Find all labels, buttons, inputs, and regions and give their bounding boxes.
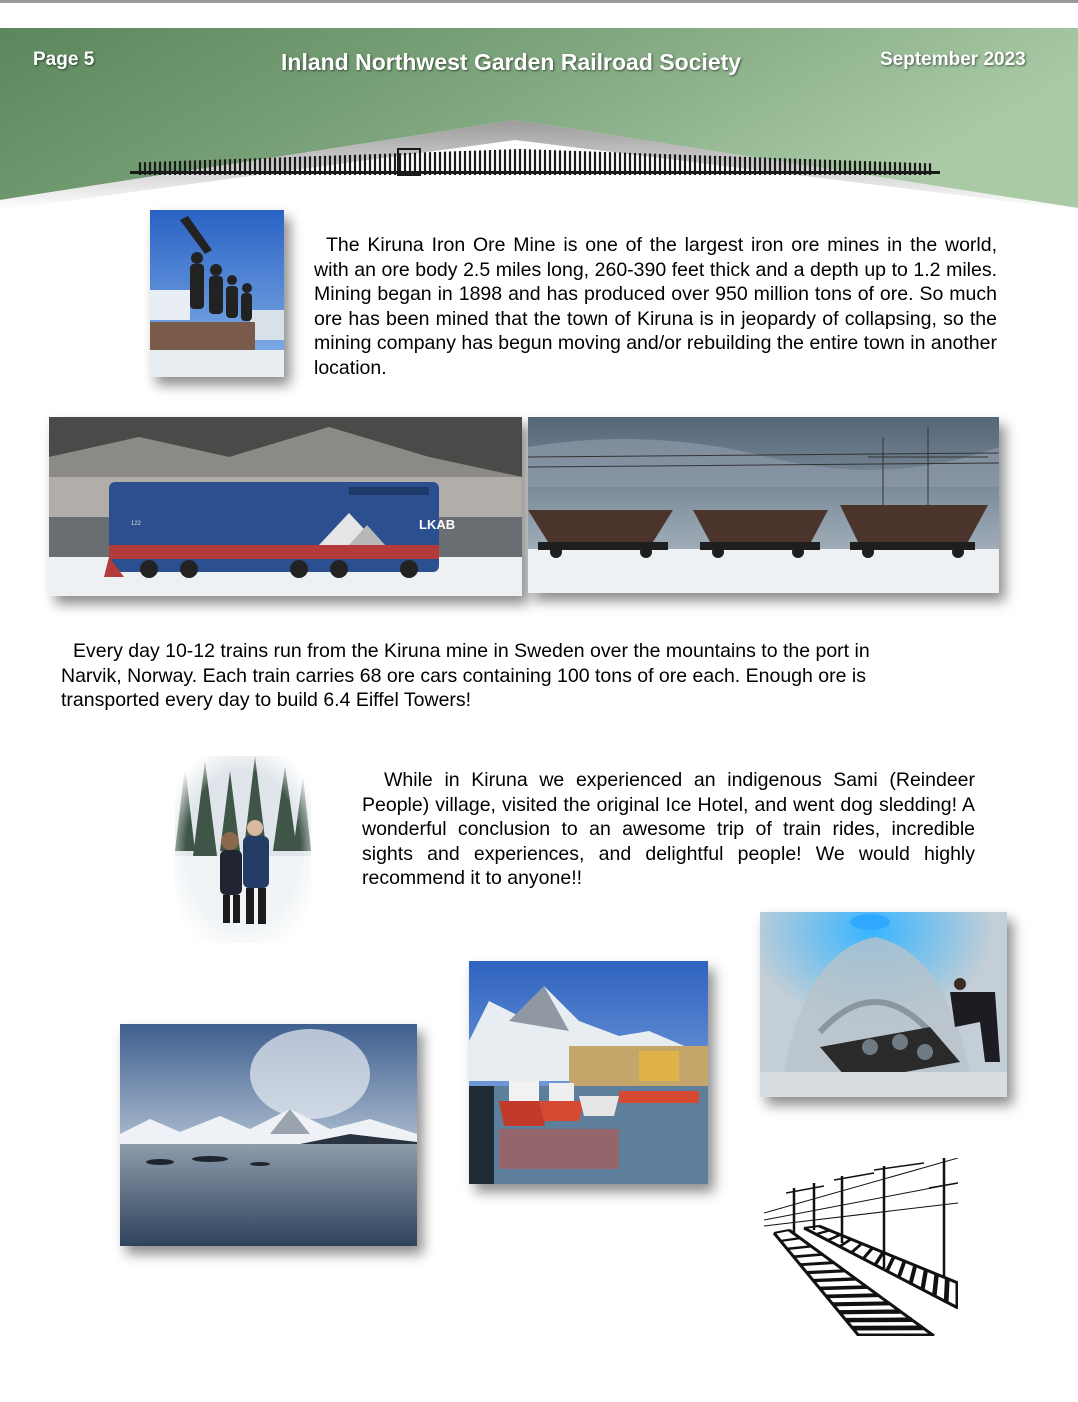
sami-article-text: While in Kiruna we experienced an indigenous Sami (Reindeer People) village, visited the original Ice Hotel, and went dog sledding! A wonderful conclusion to an awesome trip of train rides, incredible sights and experiences, and delightful people! We would highly recommend it to anyone!!	[362, 769, 975, 889]
miner-statue-photo	[150, 210, 284, 377]
fjord-landscape-photo	[120, 1024, 417, 1246]
newsletter-title: Inland Northwest Garden Railroad Society	[281, 49, 742, 75]
top-rule	[0, 0, 1078, 3]
ore-cars-photo	[528, 417, 999, 593]
ice-hotel-photo	[760, 912, 1007, 1097]
couple-snow-photo	[175, 756, 311, 943]
locomotive-number: 122	[131, 521, 142, 527]
locomotive-logo: LKAB	[419, 517, 456, 532]
page-number: Page 5	[33, 49, 95, 70]
harbor-boats-photo	[469, 961, 708, 1184]
railway-track-drawing	[764, 1158, 958, 1336]
trains-article-text: Every day 10-12 trains run from the Kiruna mine in Sweden over the mountains to the port in Narvik, Norway. Each train carries 68 ore cars containing 100 tons of ore each. Enough ore is transported every day to build 6.4 Eiffel Towers!	[61, 640, 870, 711]
mine-article-text: The Kiruna Iron Ore Mine is one of the largest iron ore mines in the world, with an ore body 2.5 miles long, 260-390 feet thick and a depth up to 1.2 miles. Mining began in 1898 and has produced over 950 million tons of ore. So much ore has been mined that the town of Kiruna is in jeopardy of collapsing, so the mining company has begun moving and/or rebuilding the entire town in another location.	[314, 234, 997, 379]
issue-date: September 2023	[880, 49, 1026, 70]
lkab-locomotive-photo	[49, 417, 522, 596]
